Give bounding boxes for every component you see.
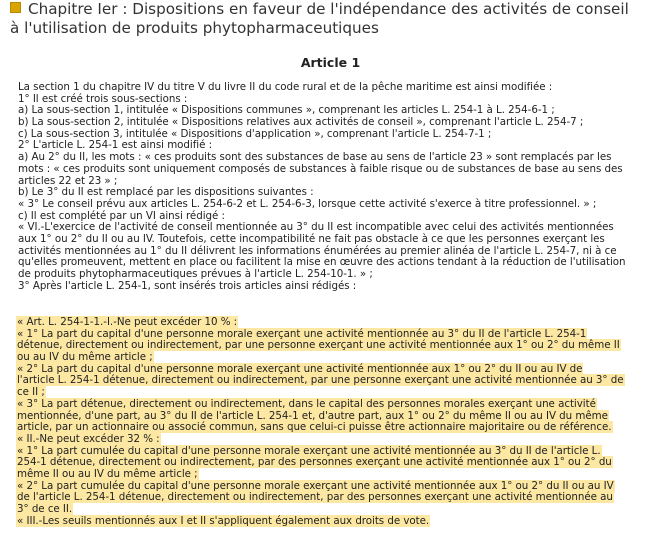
highlighted-line-text: l'article L. 254-1 détenue, directement ou indirectement, par une personne exerçant une activité mentionnée au 3° de bbox=[17, 374, 624, 387]
body-line: activités mentionnées au 1° du II délivrent les informations énumérées au premier alinéa de l'article L. 254-7, ni à ce bbox=[18, 244, 617, 257]
body-line: aux 1° ou 2° du II ou au IV. Toutefois, cette incompatibilité ne fait pas obstacle à ce que les personnes exerçant les bbox=[18, 232, 605, 245]
highlighted-line-text: détenue, directement ou indirectement, par une personne exerçant une activité mentionnée aux 1° ou 2° du même II bbox=[17, 339, 620, 352]
body-line: mots : « ces produits sont uniquement composés de substances à faible risque ou de substances de base au sens des bbox=[18, 162, 623, 175]
body-line: 1° Il est créé trois sous-sections : bbox=[18, 92, 188, 105]
article-body bbox=[18, 82, 658, 292]
chapter-heading-line-1: Chapitre Ier : Dispositions en faveur de l'indépendance des activités de conseil bbox=[10, 0, 660, 19]
chapter-heading-line-2: à l'utilisation de produits phytopharmaceutiques bbox=[10, 19, 379, 37]
article-title: Article 1 bbox=[300, 55, 361, 70]
body-line: b) La sous-section 2, intitulée « Dispositions relatives aux activités de conseil », comprenant l'article L. 254-7 ; bbox=[18, 116, 584, 129]
highlighted-line-text: « 1° La part cumulée du capital d'une personne morale exerçant une activité mentionnée au 3° du II de l'article L. bbox=[17, 444, 601, 457]
highlighted-line bbox=[16, 469, 654, 481]
highlighted-line-text: « 1° La part du capital d'une personne morale exerçant une activité mentionnée au 3° du II de l'article L. 254-1 bbox=[17, 327, 587, 340]
highlighted-line-text: « II.-Ne peut excéder 32 % : bbox=[17, 432, 160, 445]
highlighted-line-text: ce II ; bbox=[17, 386, 45, 399]
highlighted-line bbox=[16, 317, 654, 329]
highlighted-line-text: « 3° La part détenue, directement ou indirectement, dans le capital des personnes morales exerçant une activité bbox=[17, 397, 596, 410]
highlighted-passage bbox=[16, 317, 654, 527]
body-line: « 3° Le conseil prévu aux articles L. 254-6-2 et L. 254-6-3, lorsque cette activité s'exerce à titre professionnel. » ; bbox=[18, 197, 597, 210]
body-line: 3° Après l'article L. 254-1, sont insérés trois articles ainsi rédigés : bbox=[18, 279, 357, 292]
body-line: 2° L'article L. 254-1 est ainsi modifié : bbox=[18, 139, 213, 152]
heading-bullet-icon bbox=[10, 2, 21, 13]
highlighted-line-text: même II ou au IV du même article ; bbox=[17, 467, 198, 480]
highlighted-line bbox=[16, 399, 654, 411]
highlighted-line bbox=[16, 504, 654, 516]
body-line: articles 22 et 23 » ; bbox=[18, 174, 118, 187]
chapter-heading bbox=[10, 0, 660, 38]
highlighted-line bbox=[16, 516, 654, 528]
highlighted-line bbox=[16, 492, 654, 504]
body-line: La section 1 du chapitre IV du titre V du livre II du code rural et de la pêche maritime est ainsi modifiée : bbox=[18, 81, 553, 93]
highlighted-line bbox=[16, 352, 654, 364]
body-line: c) La sous-section 3, intitulée « Dispositions d'application », comprenant l'article L. 254-7-1 ; bbox=[18, 127, 492, 140]
highlighted-line-text: ou au IV du même article ; bbox=[17, 351, 153, 364]
body-line: « VI.-L'exercice de l'activité de conseil mentionnée au 3° du II est incompatible avec celui des activités mentionnées bbox=[18, 221, 614, 234]
body-line: qu'elles promeuvent, mettent en place ou facilitent la mise en œuvre des actions tendant à la réduction de l'utilisation bbox=[18, 256, 626, 269]
highlighted-line-text: 254-1 détenue, directement ou indirectement, par des personnes exerçant une activité mentionnée aux 1° ou 2° du bbox=[17, 456, 612, 469]
highlighted-line bbox=[16, 375, 654, 387]
highlighted-line-text: « III.-Les seuils mentionnés aux I et II s'appliquent également aux droits de vote. bbox=[17, 514, 430, 527]
body-line: de produits phytopharmaceutiques prévues à l'article L. 254-10-1. » ; bbox=[18, 268, 373, 280]
highlighted-line-text: « Art. L. 254-1-1.-I.-Ne peut excéder 10 % : bbox=[17, 316, 238, 328]
highlighted-line-text: « 2° La part du capital d'une personne morale exerçant une activité mentionnée aux 1° ou 2° du II ou au IV de bbox=[17, 362, 583, 375]
body-line: a) Au 2° du II, les mots : « ces produits sont des substances de base au sens de l'article 23 » sont remplacés par les bbox=[18, 151, 612, 164]
body-line: a) La sous-section 1, intitulée « Dispositions communes », comprenant les articles L. 254-1 à L. 254-6-1 ; bbox=[18, 104, 555, 117]
highlighted-line-text: « 2° La part cumulée du capital d'une personne morale exerçant une activité mentionnée aux 1° ou 2° du II ou au IV bbox=[17, 479, 614, 492]
highlighted-line-text: de l'article L. 254-1 détenue, directement ou indirectement, par des personnes exerçant une activité mentionnée au bbox=[17, 491, 613, 504]
highlighted-line-text: article, par un actionnaire ou associé commun, sans que celui-ci puisse être actionnaire majoritaire ou de référence. bbox=[17, 421, 612, 434]
highlighted-line-text: 3° de ce II. bbox=[17, 503, 73, 515]
body-line: b) Le 3° du II est remplacé par les dispositions suivantes : bbox=[18, 186, 314, 199]
highlighted-line-text: mentionnée, d'une part, au 3° du II de l'article L. 254-1 et, d'autre part, aux 1° ou 2° du même II ou au IV du même bbox=[17, 409, 608, 422]
highlighted-line bbox=[16, 434, 654, 446]
body-line: c) Il est complété par un VI ainsi rédigé : bbox=[18, 209, 225, 222]
